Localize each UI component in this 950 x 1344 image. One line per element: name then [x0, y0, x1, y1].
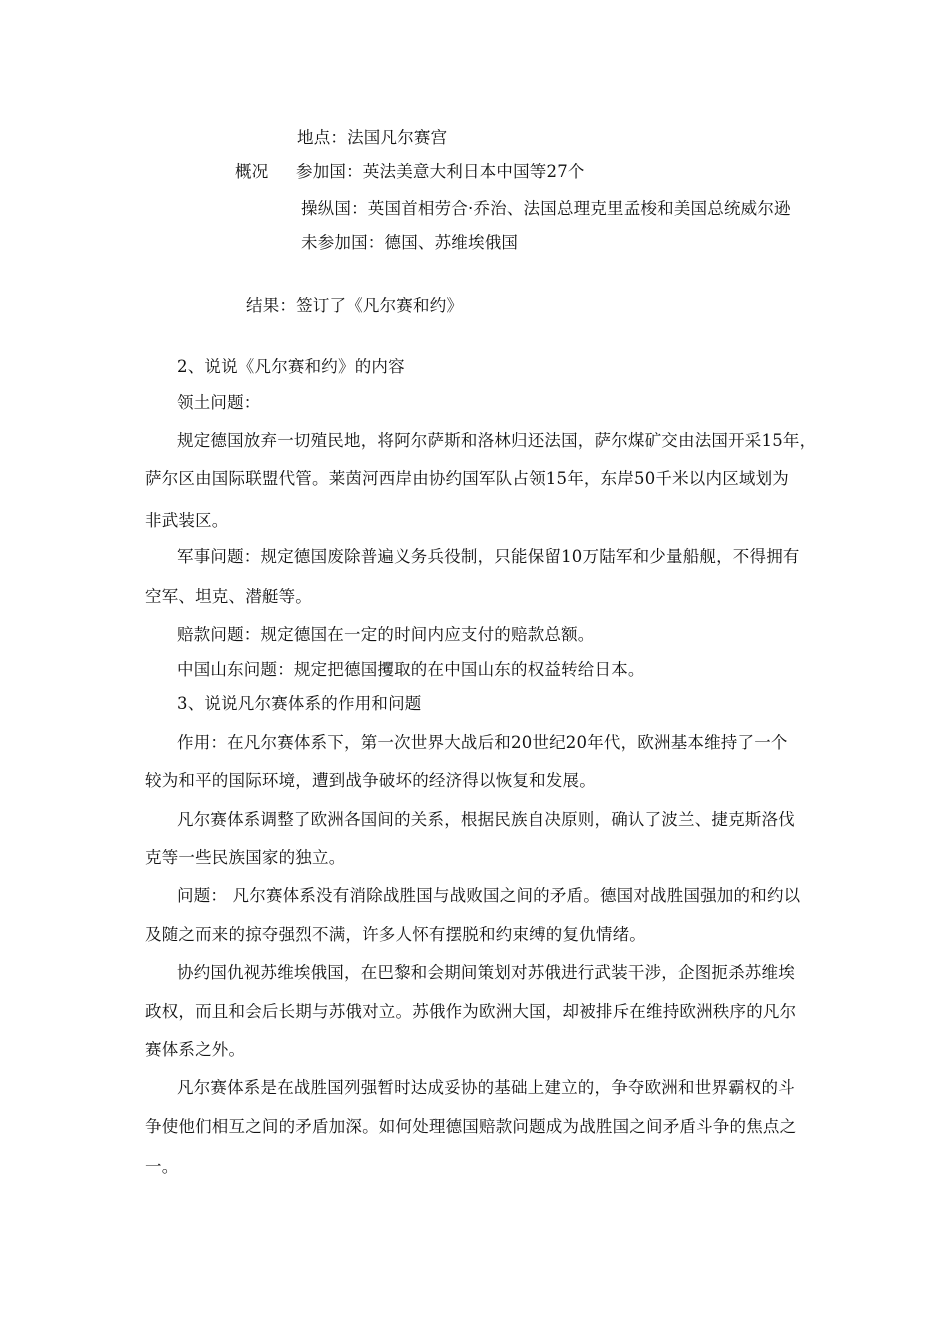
adjust-line: 凡尔赛体系调整了欧洲各国间的关系，根据民族自决原则，确认了波兰、捷克斯洛伐	[177, 810, 795, 829]
section2-heading: 2、说说《凡尔赛和约》的内容	[177, 357, 405, 376]
adjust-line: 克等一些民族国家的独立。	[145, 848, 346, 867]
problem-line: 及随之而来的掠夺强烈不满，许多人怀有摆脱和约束缚的复仇情绪。	[145, 925, 646, 944]
reparations-line: 赔款问题：规定德国在一定的时间内应支付的赔款总额。	[177, 625, 595, 644]
overview-participants: 参加国：英法美意大利日本中国等27个	[296, 162, 585, 181]
problem-line: 问题： 凡尔赛体系没有消除战胜国与战败国之间的矛盾。德国对战胜国强加的和约以	[177, 886, 801, 905]
military-line: 空军、坦克、潜艇等。	[145, 587, 312, 606]
conflict-line: 凡尔赛体系是在战胜国列强暂时达成妥协的基础上建立的，争夺欧洲和世界霸权的斗	[177, 1078, 795, 1097]
conflict-line: 一。	[145, 1157, 179, 1176]
military-line: 军事问题：规定德国废除普遍义务兵役制，只能保留10万陆军和少量船舰，不得拥有	[177, 547, 800, 566]
overview-location: 地点：法国凡尔赛宫	[297, 128, 448, 147]
role-line: 较为和平的国际环境，遭到战争破坏的经济得以恢复和发展。	[145, 771, 596, 790]
territory-line: 萨尔区由国际联盟代管。莱茵河西岸由协约国军队占领15年，东岸50千米以内区域划为	[145, 469, 789, 488]
overview-result: 结果：签订了《凡尔赛和约》	[246, 296, 464, 315]
soviet-line: 赛体系之外。	[145, 1040, 246, 1059]
overview-non-participants: 未参加国：德国、苏维埃俄国	[301, 233, 519, 252]
shandong-line: 中国山东问题：规定把德国攫取的在中国山东的权益转给日本。	[177, 660, 645, 679]
section3-heading: 3、说说凡尔赛体系的作用和问题	[177, 694, 422, 713]
territory-heading: 领土问题：	[177, 393, 261, 412]
territory-line: 非武装区。	[145, 511, 229, 530]
conflict-line: 争使他们相互之间的矛盾加深。如何处理德国赔款问题成为战胜国之间矛盾斗争的焦点之	[145, 1117, 797, 1136]
soviet-line: 协约国仇视苏维埃俄国，在巴黎和会期间策划对苏俄进行武装干涉，企图扼杀苏维埃	[177, 963, 795, 982]
territory-line: 规定德国放弃一切殖民地，将阿尔萨斯和洛林归还法国，萨尔煤矿交由法国开采15年，	[177, 431, 817, 450]
role-line: 作用：在凡尔赛体系下，第一次世界大战后和20世纪20年代，欧洲基本维持了一个	[177, 733, 788, 752]
soviet-line: 政权，而且和会后长期与苏俄对立。苏俄作为欧洲大国，却被排斥在维持欧洲秩序的凡尔	[145, 1002, 797, 1021]
overview-controllers: 操纵国：英国首相劳合·乔治、法国总理克里孟梭和美国总统威尔逊	[301, 199, 791, 218]
overview-label: 概况	[235, 162, 269, 181]
